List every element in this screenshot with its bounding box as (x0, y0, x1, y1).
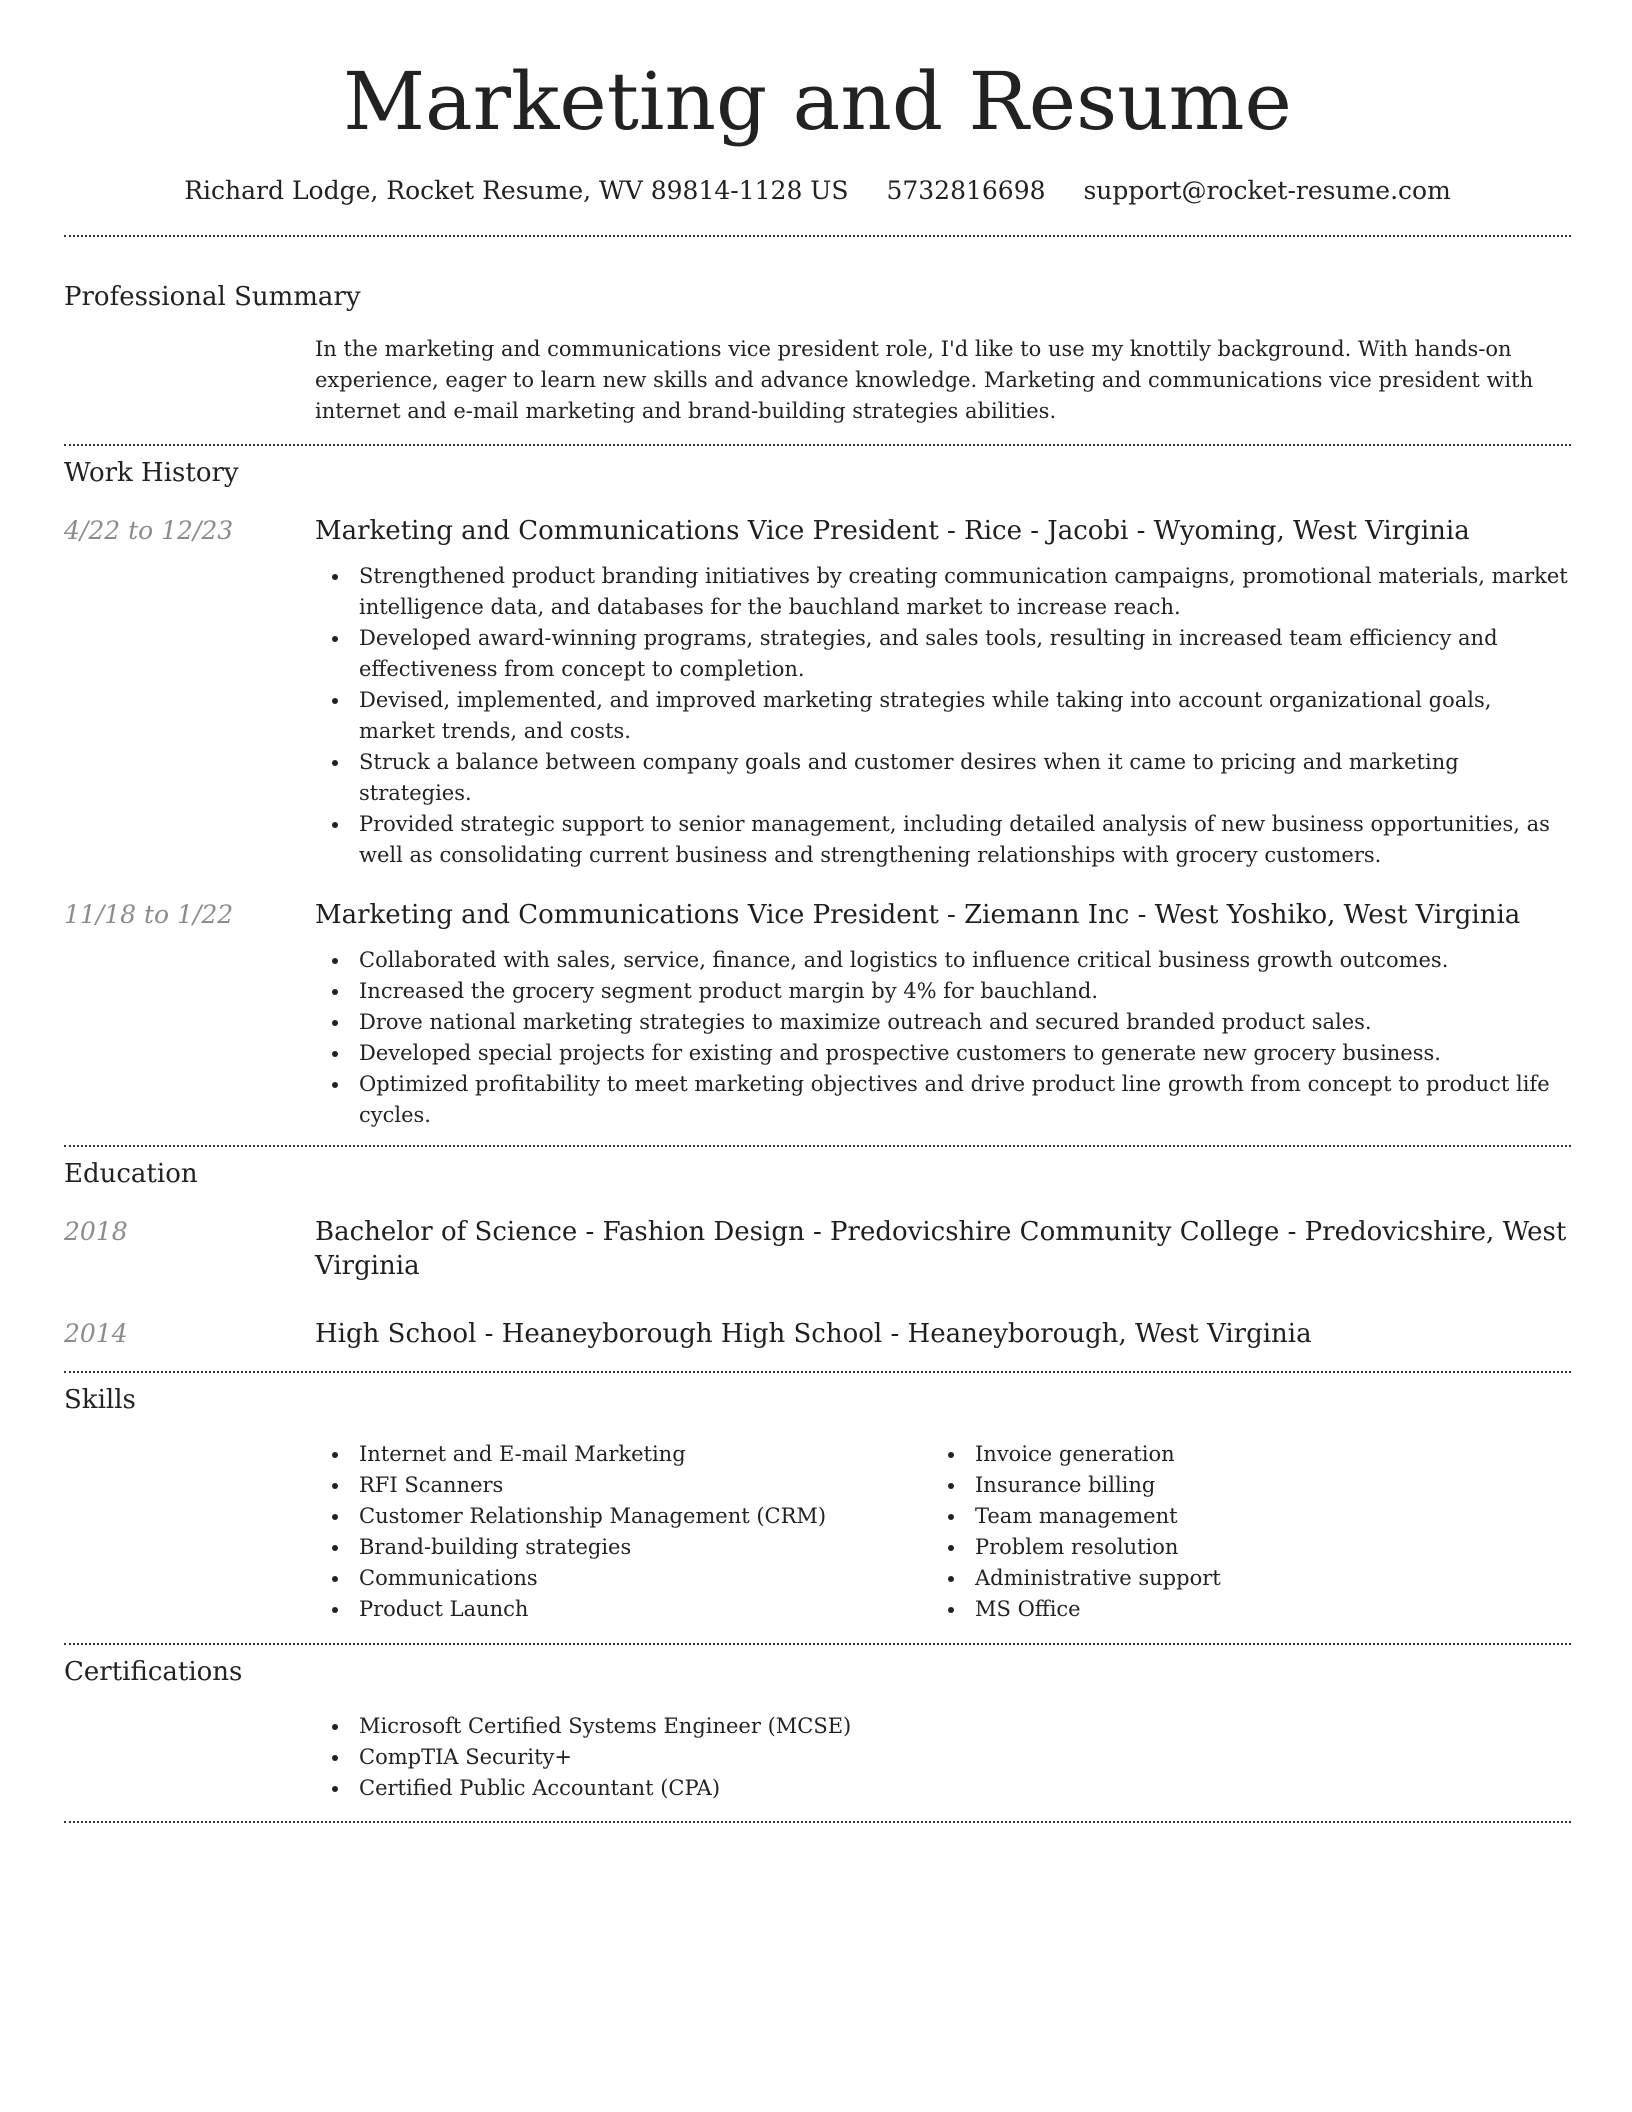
list-item: Collaborated with sales, service, finance, and logistics to influence critical business growth outcomes. (315, 945, 1571, 976)
list-item: Optimized profitability to meet marketing objectives and drive product line growth from concept to product life cycles. (315, 1069, 1571, 1131)
certifications-row (64, 1711, 1571, 1804)
list-item: Customer Relationship Management (CRM) (315, 1501, 931, 1532)
education-entry (64, 1317, 1571, 1351)
resume-name: Marketing and Resume (343, 55, 1292, 148)
list-item: Developed award-winning programs, strategies, and sales tools, resulting in increased team efficiency and effectiveness from concept to completion. (315, 623, 1571, 685)
list-item: MS Office (931, 1594, 1547, 1625)
list-item: Administrative support (931, 1563, 1547, 1594)
list-item: Insurance billing (931, 1470, 1547, 1501)
list-item: RFI Scanners (315, 1470, 931, 1501)
list-item: Internet and E-mail Marketing (315, 1439, 931, 1470)
list-item: Product Launch (315, 1594, 931, 1625)
list-item: Developed special projects for existing and prospective customers to generate new grocery business. (315, 1038, 1571, 1069)
skills-list-left (315, 1439, 931, 1625)
education-entry (64, 1215, 1571, 1283)
education-title: High School - Heaneyborough High School - Heaneyborough, West Virginia (315, 1319, 1312, 1349)
job-content (315, 514, 1571, 871)
list-item: Struck a balance between company goals and customer desires when it came to pricing and marketing strategies. (315, 747, 1571, 809)
list-item: Brand-building strategies (315, 1532, 931, 1563)
section-title-summary: Professional Summary (64, 282, 361, 312)
job-dates: 11/18 to 1/22 (64, 900, 234, 929)
divider (64, 1643, 1571, 1645)
education-year: 2018 (64, 1217, 128, 1246)
skills-columns (315, 1439, 1571, 1625)
divider (64, 1145, 1571, 1147)
summary-text: In the marketing and communications vice president role, I'd like to use my knottily background. With hands-on experience, eager to learn new skills and advance knowledge. Marketing and communications vice president with internet and e-mail marketing and brand-building strategies abilities. (315, 337, 1534, 423)
list-item: CompTIA Security+ (315, 1742, 1571, 1773)
job-content (315, 898, 1571, 1131)
divider (64, 1821, 1571, 1823)
skills-list-right (931, 1439, 1547, 1625)
job-bullets (315, 945, 1571, 1131)
skills-row (64, 1439, 1571, 1625)
contact-address: Richard Lodge, Rocket Resume, WV 89814-1128 US (184, 176, 849, 205)
list-item: Communications (315, 1563, 931, 1594)
list-item: Microsoft Certified Systems Engineer (MCSE) (315, 1711, 1571, 1742)
job-bullets (315, 561, 1571, 871)
list-item: Team management (931, 1501, 1547, 1532)
divider (64, 444, 1571, 446)
summary-spacer (64, 334, 315, 427)
list-item: Problem resolution (931, 1532, 1547, 1563)
contact-email: support@rocket-resume.com (1083, 176, 1451, 205)
list-item: Increased the grocery segment product margin by 4% for bauchland. (315, 976, 1571, 1007)
divider (64, 235, 1571, 237)
summary-row (64, 334, 1571, 427)
list-item: Devised, implemented, and improved marketing strategies while taking into account organizational goals, market trends, and costs. (315, 685, 1571, 747)
job-title: Marketing and Communications Vice President - Rice - Jacobi - Wyoming, West Virginia (315, 516, 1470, 546)
list-item: Drove national marketing strategies to maximize outreach and secured branded product sales. (315, 1007, 1571, 1038)
list-item: Provided strategic support to senior management, including detailed analysis of new business opportunities, as well as consolidating current business and strengthening relationships with grocery customers. (315, 809, 1571, 871)
job-dates: 4/22 to 12/23 (64, 516, 234, 545)
list-item: Strengthened product branding initiatives by creating communication campaigns, promotional materials, market intelligence data, and databases for the bauchland market to increase reach. (315, 561, 1571, 623)
section-title-education: Education (64, 1159, 198, 1189)
contact-phone: 5732816698 (886, 176, 1046, 205)
resume-page (64, 0, 1571, 1823)
section-title-skills: Skills (64, 1385, 136, 1415)
certifications-spacer (64, 1711, 315, 1804)
certifications-content (315, 1711, 1571, 1804)
divider (64, 1371, 1571, 1373)
job-title: Marketing and Communications Vice President - Ziemann Inc - West Yoshiko, West Virginia (315, 900, 1521, 930)
certifications-list (315, 1711, 1571, 1804)
education-year: 2014 (64, 1319, 128, 1348)
skills-spacer (64, 1439, 315, 1625)
contact-line (64, 174, 1571, 208)
education-title: Bachelor of Science - Fashion Design - Predovicshire Community College - Predovicshire, West Virginia (315, 1217, 1567, 1281)
section-title-work-history: Work History (64, 458, 239, 488)
list-item: Invoice generation (931, 1439, 1547, 1470)
section-title-certifications: Certifications (64, 1657, 243, 1687)
job-entry (64, 514, 1571, 871)
job-entry (64, 898, 1571, 1131)
list-item: Certified Public Accountant (CPA) (315, 1773, 1571, 1804)
